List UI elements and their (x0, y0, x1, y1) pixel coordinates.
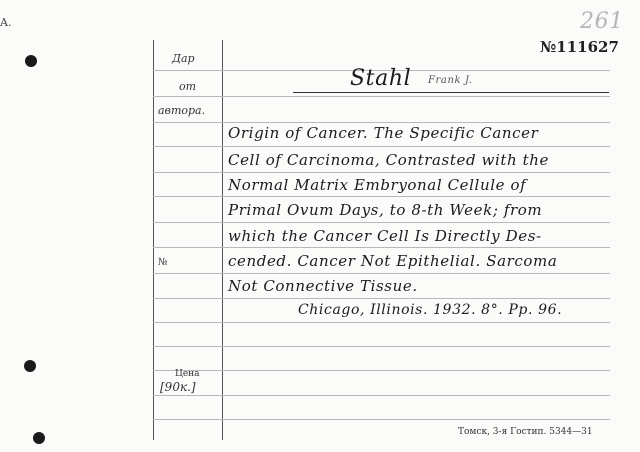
imprint-line: Chicago, Illinois. 1932. 8°. Pp. 96. (298, 302, 563, 318)
author-surname: Stahl (350, 66, 412, 91)
number-label: № (158, 257, 168, 268)
left-margin-line (153, 40, 154, 440)
accession-number: №111627 (540, 38, 619, 56)
gift-label: Дар (172, 52, 195, 65)
punch-hole-middle (24, 360, 36, 372)
from-label: от (179, 80, 197, 93)
price-value: [90к.] (160, 380, 196, 394)
title-line: Normal Matrix Embryonal Cellule of (228, 176, 527, 194)
ruled-line (153, 298, 610, 299)
title-line: which the Cancer Cell Is Directly Des- (228, 227, 542, 245)
title-line: Cell of Carcinoma, Contrasted with the (228, 151, 549, 169)
ruled-line (153, 247, 610, 248)
title-line: cended. Cancer Not Epithelial. Sarcoma (228, 252, 558, 270)
printer-footer: Томск, 3-я Гостип. 5344—31 (458, 427, 593, 437)
author-source-label: автора. (158, 104, 206, 117)
overwrite-number: 261 (580, 9, 624, 34)
author-given-name: Frank J. (428, 75, 473, 86)
ruled-line (153, 370, 610, 371)
column-divider-line (222, 40, 223, 440)
ruled-line (153, 96, 610, 97)
edge-mark: A. (0, 16, 12, 29)
ruled-line (153, 146, 610, 147)
title-line: Primal Ovum Days, to 8-th Week; from (228, 201, 543, 219)
punch-hole-bottom (33, 432, 45, 444)
punch-hole-top (25, 55, 37, 67)
author-underline (293, 92, 609, 93)
ruled-line (153, 419, 610, 420)
ruled-line (153, 273, 610, 274)
title-line: Not Connective Tissue. (228, 277, 418, 295)
ruled-line (153, 222, 610, 223)
ruled-line (153, 395, 610, 396)
ruled-line (153, 122, 610, 123)
title-line: Origin of Cancer. The Specific Cancer (228, 124, 539, 142)
price-label: Цена (175, 369, 200, 379)
ruled-line (153, 196, 610, 197)
ruled-line (153, 172, 610, 173)
ruled-line (153, 346, 610, 347)
ruled-line (153, 322, 610, 323)
